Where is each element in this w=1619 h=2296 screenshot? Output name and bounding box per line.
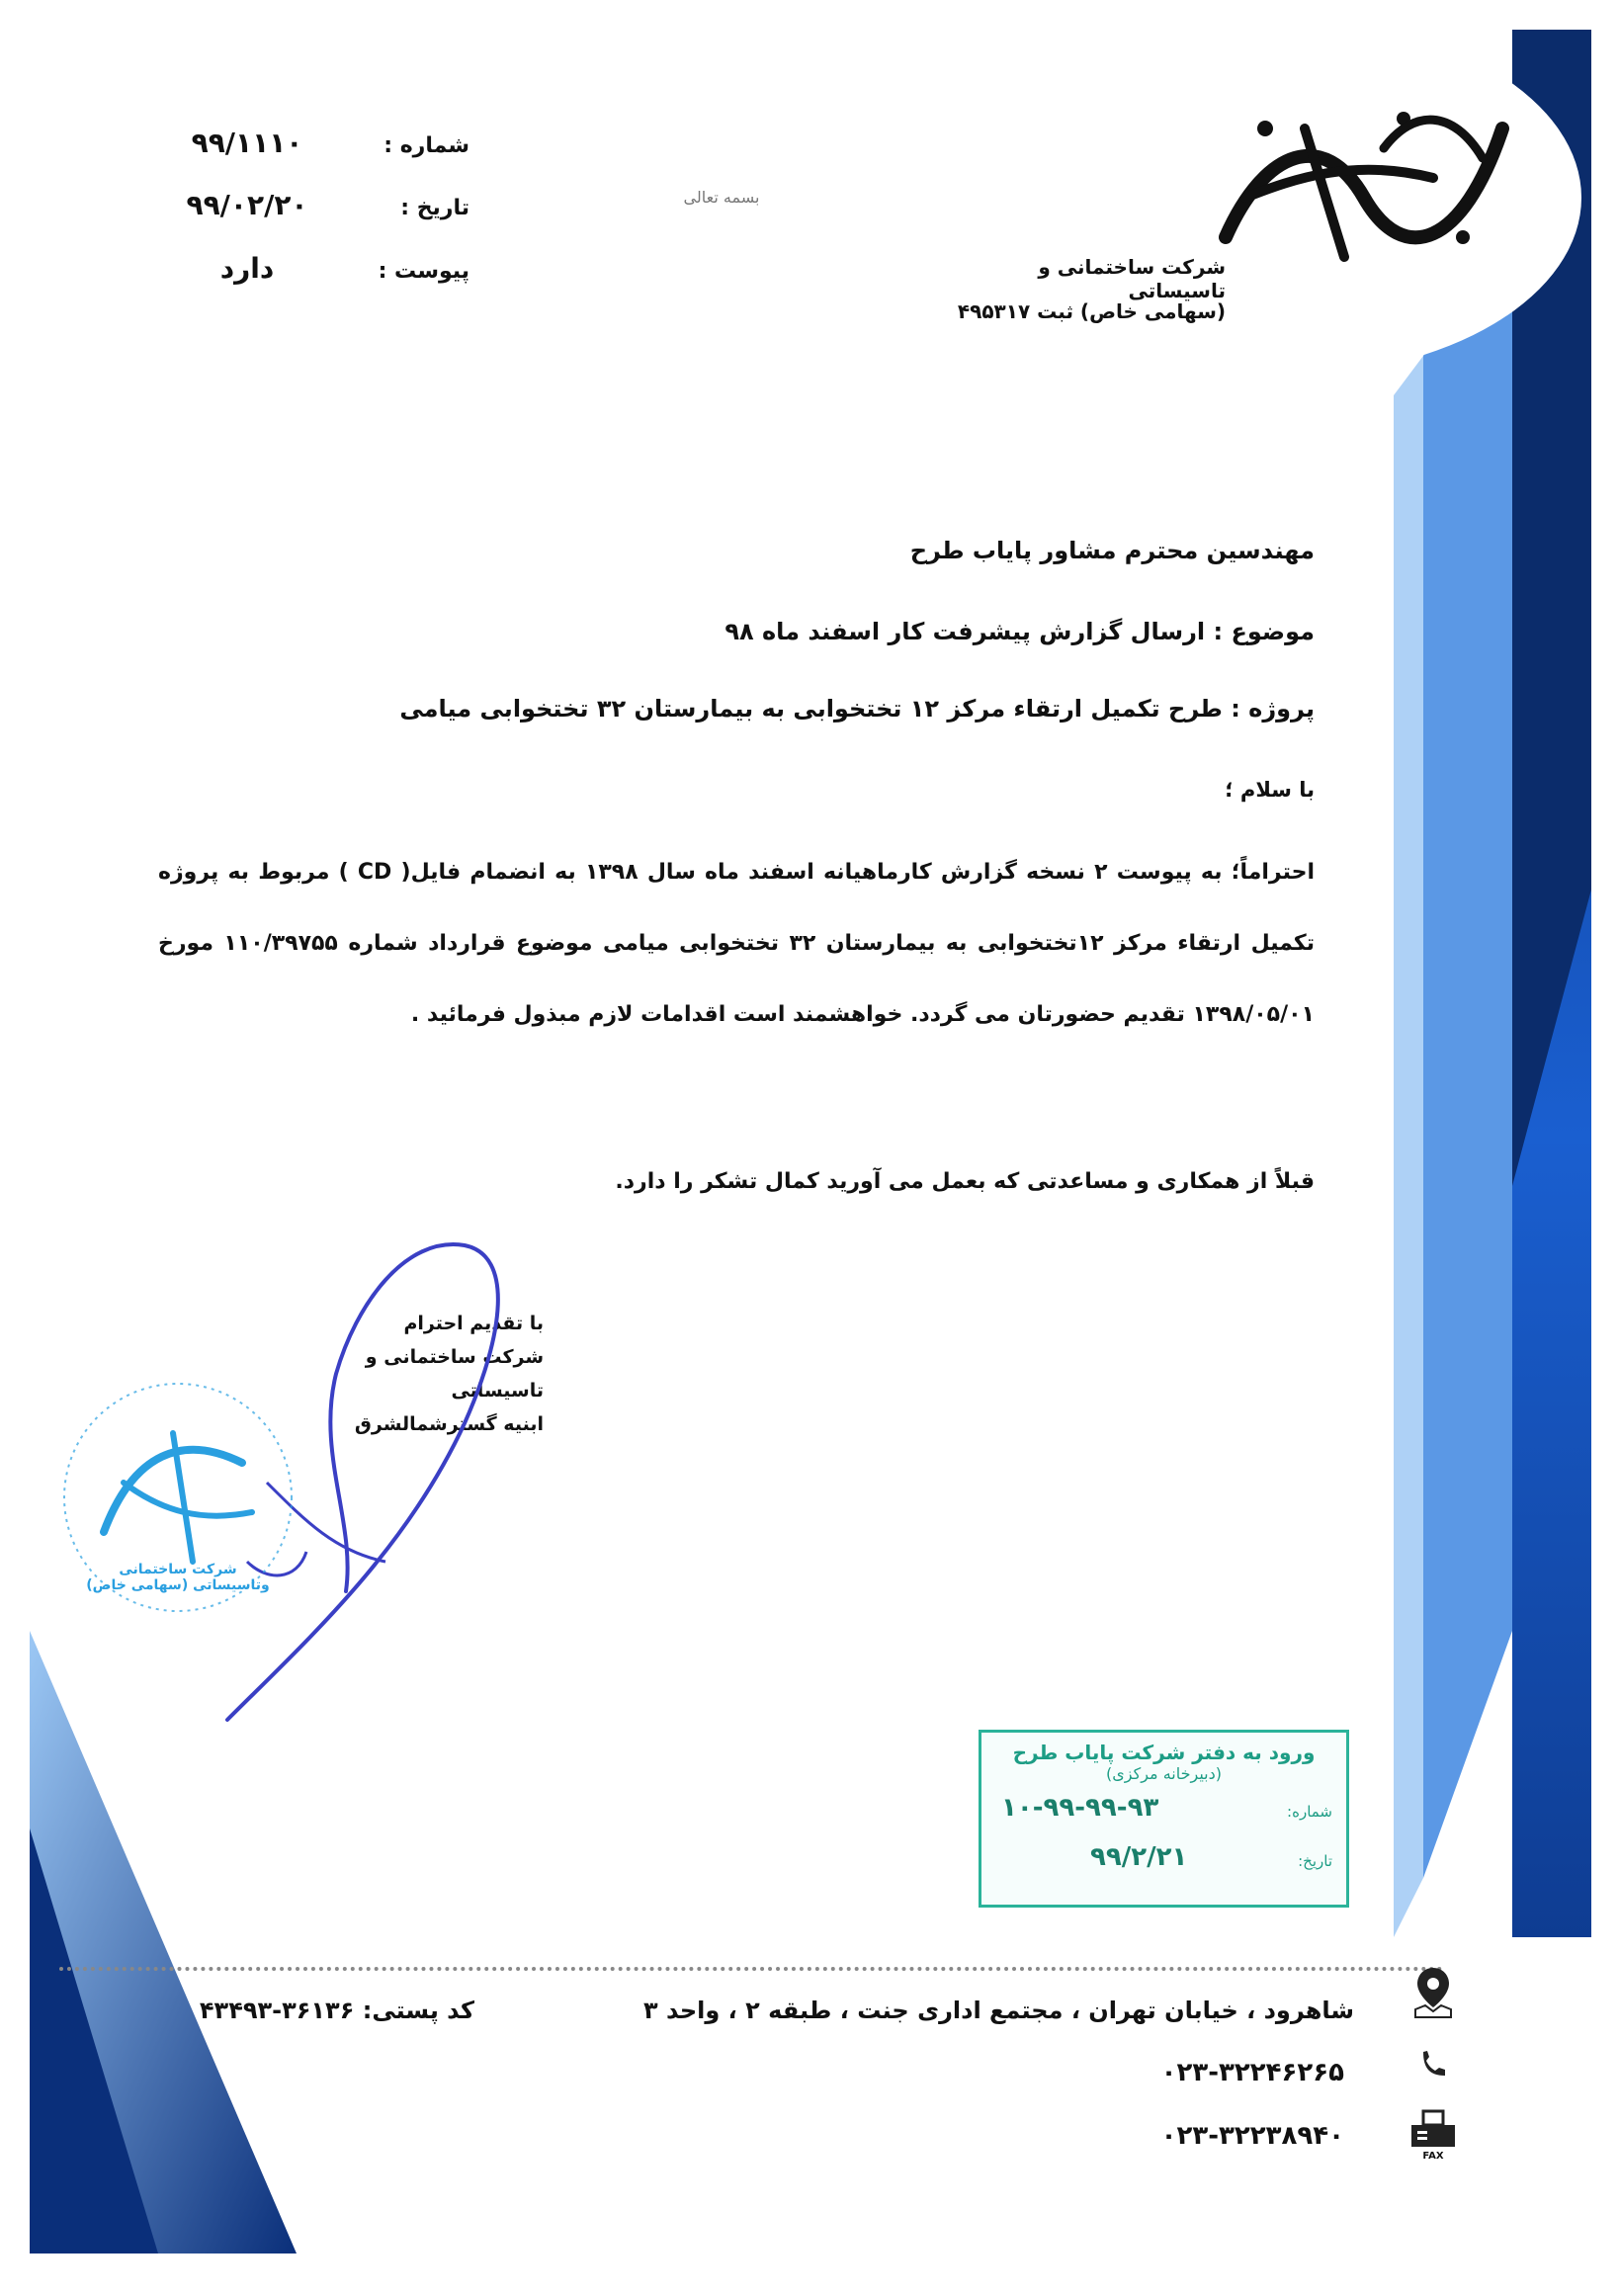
seal-outer-text: شرکت ساختمانی وتاسیساتی (سهامی خاص) [86,1562,270,1593]
company-name: شرکت ساختمانی و تاسیساتی [1038,255,1226,302]
number-label: شماره : [383,133,469,158]
receipt-stamp [979,1730,1349,1908]
stamp-number-value: ۱۰-۹۹-۹۹-۹۳ [1001,1793,1159,1823]
footer-divider [59,1967,1443,1971]
stamp-title: ورود به دفتر شرکت پایاب طرح [1012,1741,1316,1764]
signature-line-3: ابنیه گسترشمالشرق [354,1413,544,1435]
fax-icon [1404,2100,1463,2169]
footer-phone: ۰۲۳-۳۲۲۴۶۲۶۵ [1160,2058,1344,2087]
footer-fax: ۰۲۳-۳۲۲۳۸۹۴۰ [1160,2121,1344,2151]
footer-address: شاهرود ، خیابان تهران ، مجتمع اداری جنت ، طبقه ۲ ، واحد ۳ [643,1997,1354,2024]
greeting: با سلام ؛ [1225,778,1315,802]
signature-line-2: شرکت ساختمانی و تاسیساتی [365,1346,544,1402]
stamp-date-label: تاریخ: [1298,1852,1332,1870]
stamp-number-label: شماره: [1287,1803,1332,1821]
stamp-subtitle: (دبیرخانه مرکزی) [1106,1764,1222,1783]
date-label: تاریخ : [400,196,469,220]
subject: موضوع : ارسال گزارش پیشرفت کار اسفند ماه ۹۸ [724,618,1315,645]
attachment-value: دارد [219,252,275,285]
closing-line: قبلاً از همکاری و مساعدتی که بعمل می آورید کمال تشکر را دارد. [615,1169,1315,1194]
date-value: ۹۹/۰۲/۲۰ [186,189,308,221]
company-logo [1206,89,1522,277]
body-paragraph: احتراماً؛ به پیوست ۲ نسخه گزارش کارماهیانه اسفند ماه سال ۱۳۹۸ به انضمام فایل( CD ) مربوط به پروژه تکمیل ارتقاء مرکز ۱۲تختخوابی به بیمارستان ۳۲ تختخوابی میامی موضوع قرارداد شماره ۱۱۰/۳۹۷۵۵ مورخ ۱۳۹۸/۰۵/۰۱ تقدیم حضورتان می گردد. خواهشمند است اقدامات لازم مبذول فرمائید . [158,860,1315,1027]
phone-icon [1408,2039,1458,2088]
location-icon [1408,1962,1458,2021]
bismillah: بسمه تعالی [683,188,760,207]
footer-postal-code: کد پستی: ۳۶۱۳۶-۴۳۴۹۳ [199,1997,474,2024]
stamp-date-value: ۹۹/۲/۲۱ [1090,1842,1188,1872]
company-seal [54,1374,301,1621]
recipient: مهندسین محترم مشاور پایاب طرح [909,537,1315,564]
fax-icon-label: FAX [1422,2150,1444,2162]
band-facet-1 [1423,198,1512,1878]
attachment-label: پیوست : [378,259,469,284]
band-facet-2 [1394,356,1423,1937]
signature-line-1: با تقدیم احترام [403,1313,544,1334]
number-value: ۹۹/۱۱۱۰ [191,127,303,159]
company-registration: (سهامی خاص) ثبت ۴۹۵۳۱۷ [957,299,1226,323]
project: پروژه : طرح تکمیل ارتقاء مرکز ۱۲ تختخوابی به بیمارستان ۳۲ تختخوابی میامی [399,695,1315,723]
